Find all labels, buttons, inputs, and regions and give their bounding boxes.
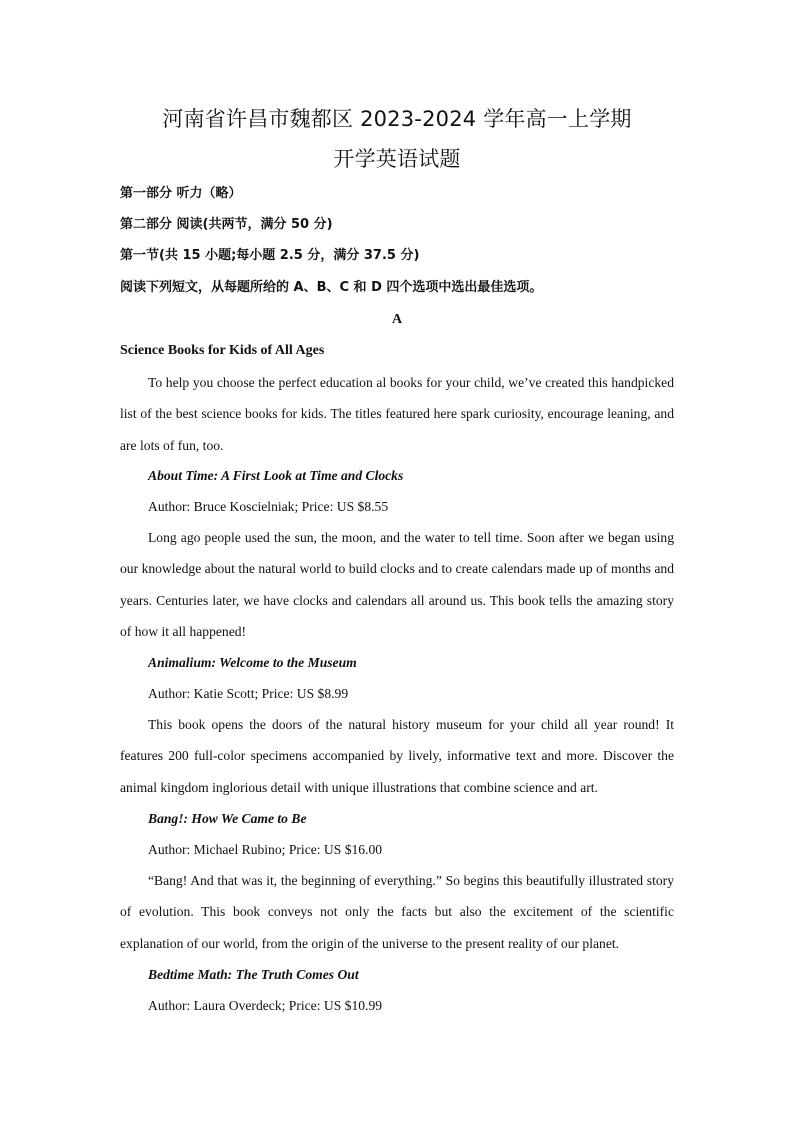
book-title-4: Bedtime Math: The Truth Comes Out [148,967,359,982]
book-title-2: Animalium: Welcome to the Museum [148,655,357,670]
section1-heading: 第一节(共 15 小题;每小题 2.5 分，满分 37.5 分) [120,248,420,263]
part1-heading: 第一部分 听力（略） [120,186,242,201]
book-author-price-2: Author: Katie Scott; Price: US $8.99 [148,686,349,701]
book-author-price-1: Author: Bruce Koscielniak; Price: US $8.55 [148,499,389,514]
book-author-price-4: Author: Laura Overdeck; Price: US $10.99 [148,998,383,1013]
directions-text: 阅读下列短文，从每题所给的 A、B、C 和 D 四个选项中选出最佳选项。 [120,280,543,295]
exam-title-line1: 河南省许昌市魏都区 2023-2024 学年高一上学期 [162,107,632,131]
passage-title: Science Books for Kids of All Ages [120,343,325,358]
passage-intro: To help you choose the perfect education al books for your child, we’ve created this handpicked list of the best science books for kids. The titles featured here spark curiosity, encourage leaning, and are lots of fun, too. [120,375,674,453]
book-title-3: Bang!: How We Came to Be [148,811,307,826]
book-description-3: “Bang! And that was it, the beginning of everything.” So begins this beautifully illustrated story of evolution. This book conveys not only the facts but also the excitement of the scientific explanation of our world, from the origin of the universe to the present reality of our planet. [120,873,674,951]
part2-heading: 第二部分 阅读(共两节，满分 50 分) [120,217,333,232]
book-title-1: About Time: A First Look at Time and Clocks [148,468,404,483]
book-author-price-3: Author: Michael Rubino; Price: US $16.00 [148,842,383,857]
exam-title-line2: 开学英语试题 [333,147,461,171]
book-description-1: Long ago people used the sun, the moon, and the water to tell time. Soon after we began using our knowledge about the natural world to build clocks and to create calendars made up of months and years. Centuries later, we have clocks and calendars all around us. This book tells the amazing story of how it all happened! [120,530,674,639]
book-description-2: This book opens the doors of the natural history museum for your child all year round! It features 200 full-color specimens accompanied by lively, informative text and more. Discover the animal kingdom inglorious detail with unique illustrations that combine science and art. [120,717,674,795]
passage-letter: A [391,312,403,327]
